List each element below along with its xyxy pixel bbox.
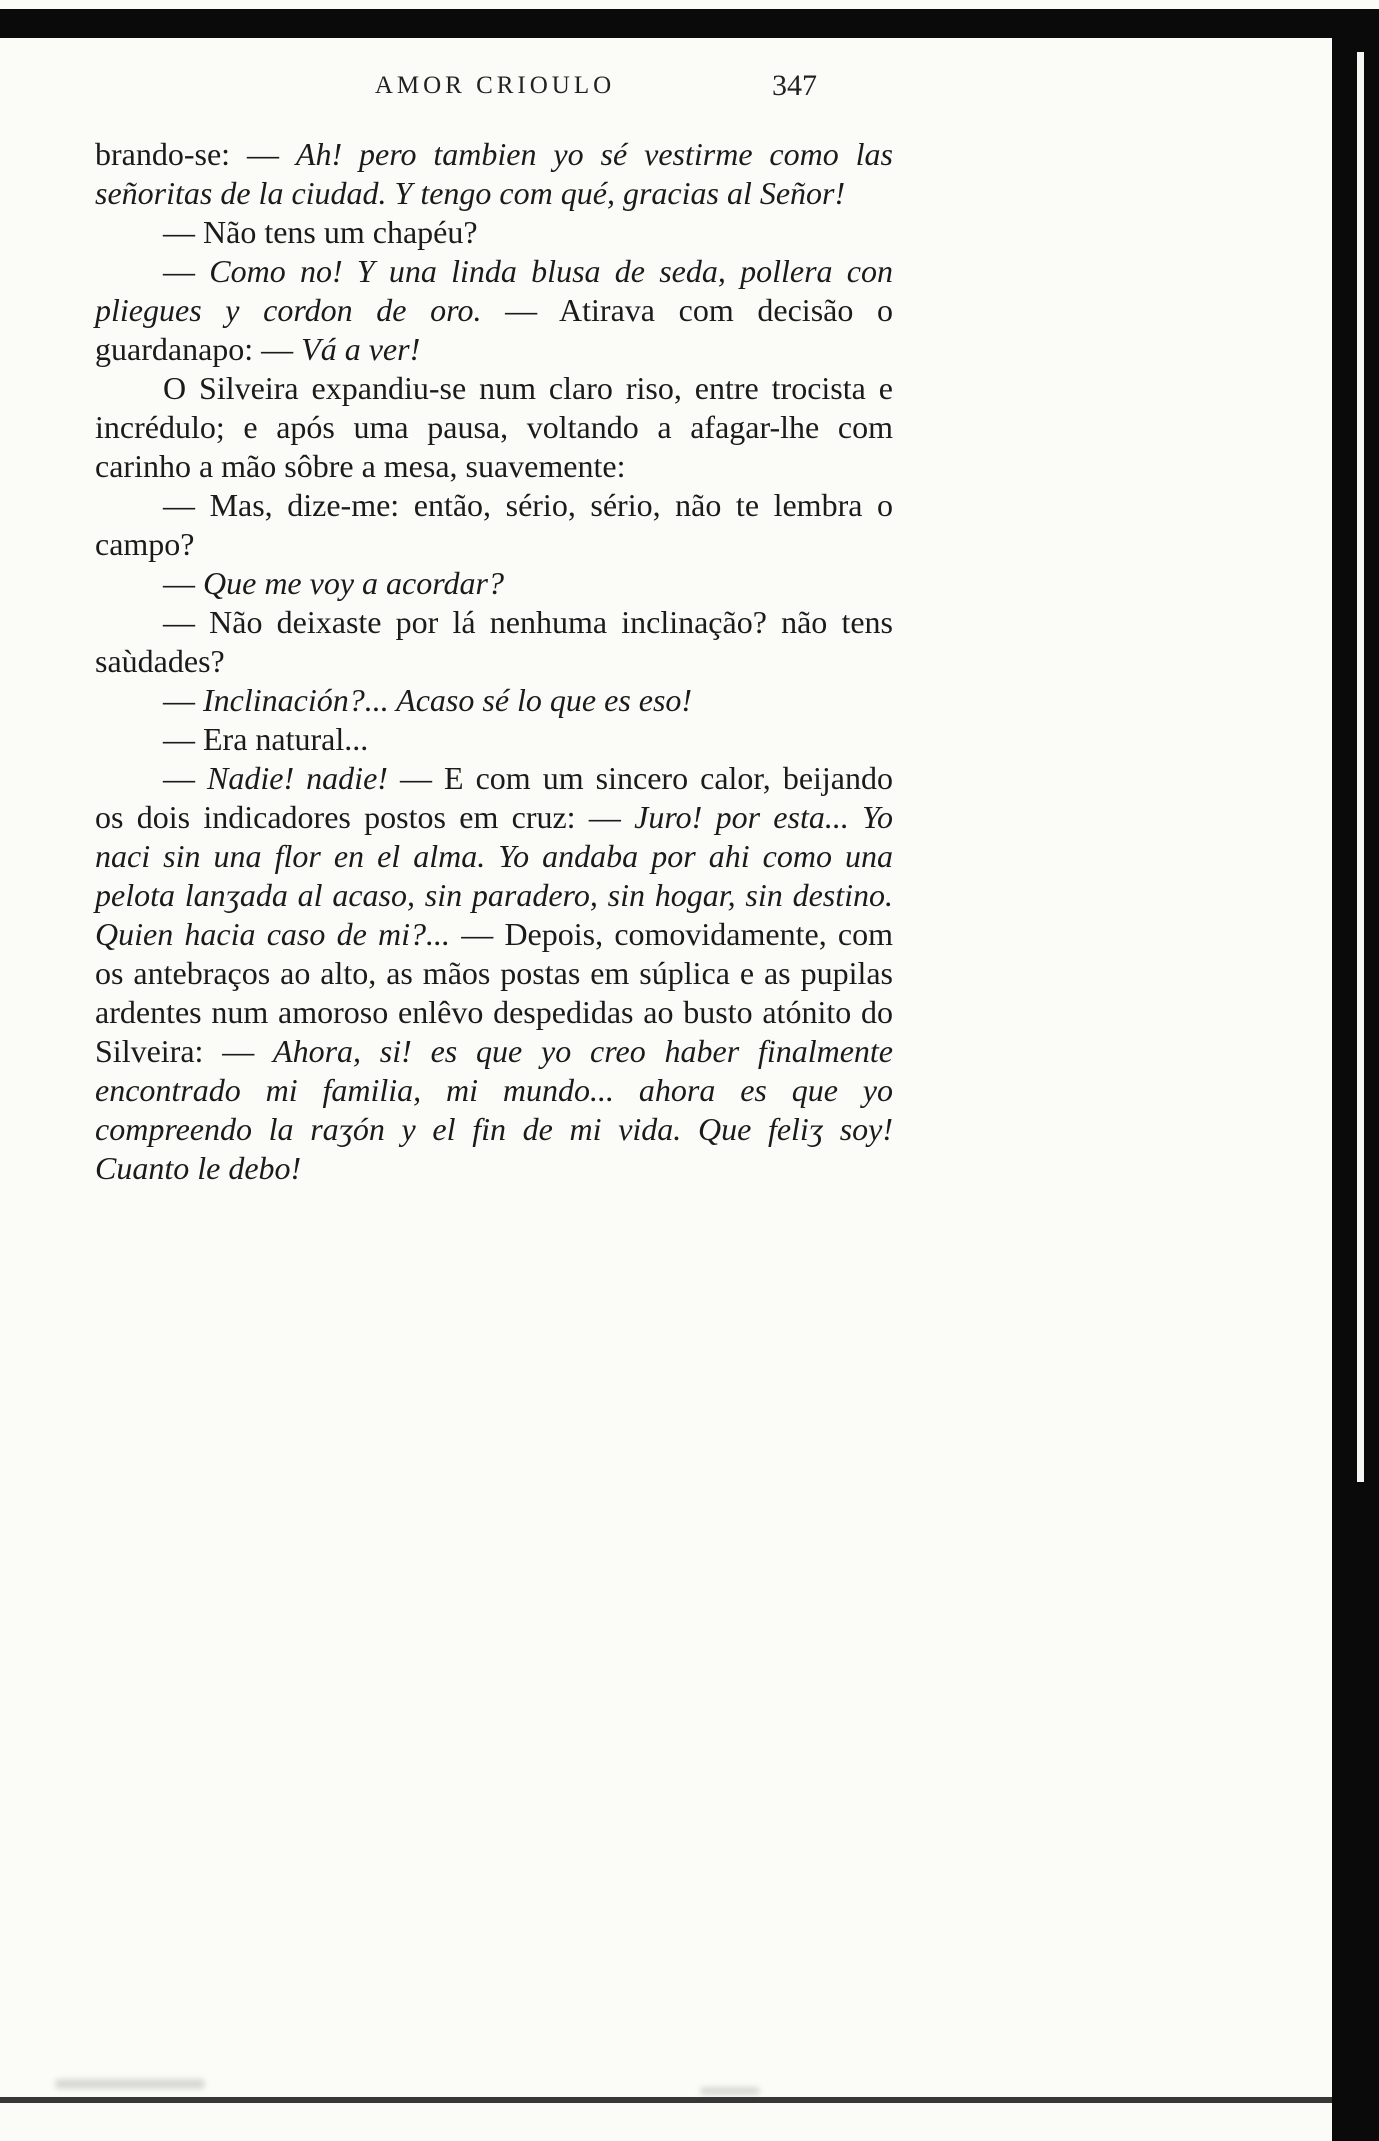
text-segment: — Não deixaste por lá nenhuma inclinação? não tens saùdades?	[95, 604, 893, 679]
paragraph	[95, 720, 893, 759]
paragraph	[95, 681, 893, 720]
text-segment: — Atirava com decisão o guardanapo: —	[95, 292, 894, 367]
text-segment: — Depois, comovidamente, com os antebraços ao alto, as mãos postas em súplica e as pupilas ardentes num amoroso enlêvo despedidas ao busto atónito do Silveira: —	[95, 916, 893, 1069]
text-segment: — E com um sincero calor, beijando os dois indicadores postos em cruz: —	[95, 760, 894, 835]
text-block	[95, 135, 893, 1188]
scan-smudge	[55, 2079, 205, 2089]
scan-right-border	[1332, 9, 1379, 2141]
text-segment: Que me voy a acordar?	[203, 565, 504, 601]
paragraph	[95, 603, 893, 681]
paragraph	[95, 369, 893, 486]
paragraph	[95, 252, 893, 369]
text-segment: Como no! Y una linda blusa de seda, pollera con pliegues y cordon de oro.	[95, 253, 894, 328]
text-segment: —	[163, 565, 203, 601]
scan-right-border-gap	[1357, 52, 1364, 1482]
text-segment: — Mas, dize-me: então, sério, sério, não te lembra o campo?	[95, 487, 893, 562]
scan-bottom-border	[0, 2097, 1332, 2103]
text-segment: Ahora, si! es que yo creo haber finalmente encontrado mi familia, mi mundo... ahora es que yo compreendo la raʒón y el fin de mi vida. Que feliʒ soy! Cuanto le debo!	[95, 1033, 894, 1186]
text-segment: brando-se: —	[95, 136, 296, 172]
text-segment: Nadie! nadie!	[207, 760, 388, 796]
paragraph	[95, 759, 893, 1188]
page-number: 347	[772, 69, 817, 102]
text-segment: Juro! por esta... Yo naci sin una flor en el alma. Yo andaba por ahi como una pelota lanʒada al acaso, sin paradero, sin hogar, sin destino. Quien hacia caso de mi?...	[95, 799, 894, 952]
paragraph	[95, 213, 893, 252]
text-segment: Vá a ver!	[301, 331, 421, 367]
paragraph	[95, 564, 893, 603]
paragraph	[95, 135, 893, 213]
text-segment: —	[163, 760, 208, 796]
text-segment: —	[163, 253, 210, 289]
header-title: AMOR CRIOULO	[374, 72, 616, 99]
text-segment: Inclinación?... Acaso sé lo que es eso!	[203, 682, 693, 718]
text-segment: O Silveira expandiu-se num claro riso, entre trocista e incrédulo; e após uma pausa, voltando a afagar-lhe com carinho a mão sôbre a mesa, suavemente:	[95, 370, 893, 484]
paragraph	[95, 486, 893, 564]
scan-smudge	[700, 2087, 760, 2095]
text-segment: — Era natural...	[163, 721, 369, 757]
running-header	[95, 69, 895, 112]
text-segment: — Não tens um chapéu?	[163, 214, 478, 250]
text-segment: —	[163, 682, 203, 718]
scan-top-border	[0, 9, 1379, 38]
text-segment: Ah! pero tambien yo sé vestirme como las señoritas de la ciudad. Y tengo com qué, gracias al Señor!	[95, 136, 894, 211]
